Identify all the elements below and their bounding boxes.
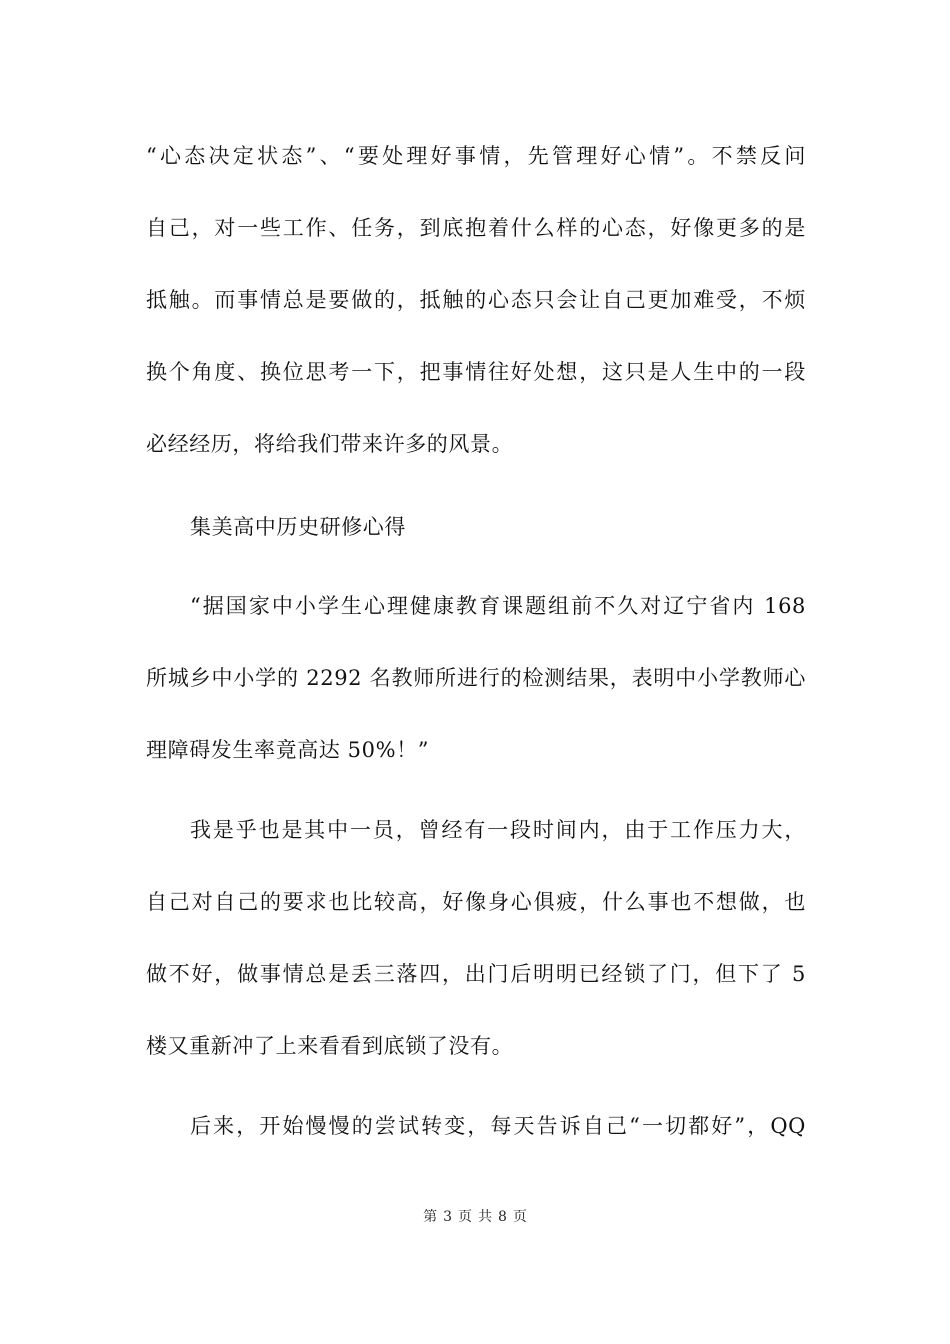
footer-label-page: 第: [423, 1209, 438, 1225]
paragraph-line: 我是乎也是其中一员，曾经有一段时间内，由于工作压力大，: [190, 818, 806, 842]
footer-total-pages: 8: [498, 1209, 507, 1225]
footer-label-ye: 页: [458, 1209, 472, 1225]
paragraph-line: 必经经历，将给我们带来许多的风景。: [146, 432, 514, 456]
page-footer: [0, 1208, 950, 1226]
paragraph-line: “心态决定状态”、“要处理好事情，先管理好心情”。不禁反问: [146, 144, 806, 168]
footer-current-page: 3: [443, 1209, 452, 1225]
section-heading: 集美高中历史研修心得: [190, 515, 406, 539]
paragraph-line: “据国家中小学生心理健康教育课题组前不久对辽宁省内 168: [190, 594, 806, 618]
paragraph-line: 抵触。而事情总是要做的，抵触的心态只会让自己更加难受，不烦: [146, 288, 806, 312]
paragraph-line: 自己对自己的要求也比较高，好像身心俱疲，什么事也不想做，也: [146, 890, 806, 914]
paragraph-line: 自己，对一些工作、任务，到底抱着什么样的心态，好像更多的是: [146, 216, 806, 240]
footer-label-total: 共: [478, 1209, 492, 1225]
paragraph-line: 理障碍发生率竟高达 50%！”: [146, 738, 430, 762]
paragraph-line: 楼又重新冲了上来看看到底锁了没有。: [146, 1034, 514, 1058]
footer-label-ye: 页: [512, 1209, 527, 1225]
paragraph-line: 换个角度、换位思考一下，把事情往好处想，这只是人生中的一段: [146, 360, 806, 384]
paragraph-line: 后来，开始慢慢的尝试转变，每天告诉自己“一切都好”，QQ: [190, 1114, 806, 1138]
paragraph-line: 做不好，做事情总是丢三落四，出门后明明已经锁了门，但下了 5: [146, 962, 806, 986]
paragraph-line: 所城乡中小学的 2292 名教师所进行的检测结果，表明中小学教师心: [146, 666, 806, 690]
